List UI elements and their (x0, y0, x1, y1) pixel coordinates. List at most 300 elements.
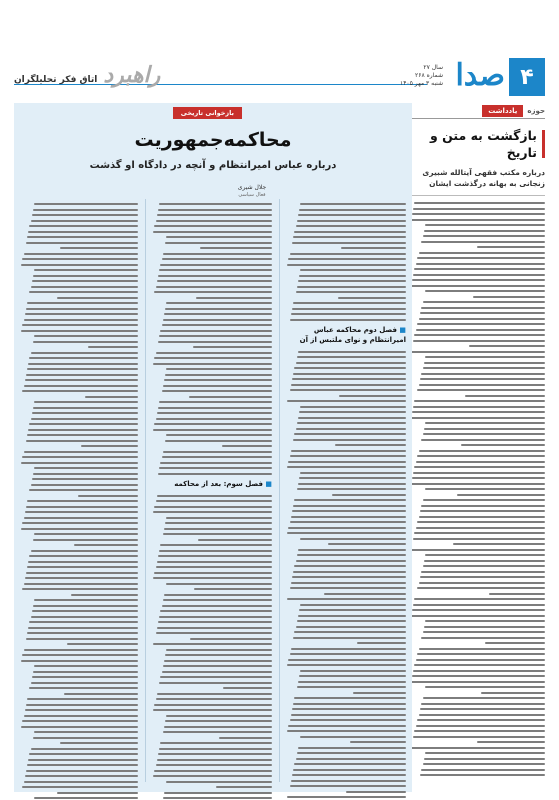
text-line (163, 385, 272, 387)
text-line (410, 747, 545, 749)
text-line (421, 307, 545, 309)
text-line (292, 242, 406, 244)
text-line (29, 687, 138, 689)
text-line (298, 615, 406, 617)
text-line (34, 797, 138, 799)
text-line (294, 499, 406, 501)
text-line (300, 670, 406, 672)
text-line (297, 286, 406, 288)
text-line (156, 500, 272, 502)
text-line (417, 323, 545, 325)
text-line (300, 604, 406, 606)
byline (222, 184, 282, 199)
text-line (296, 362, 406, 364)
text-line (353, 692, 406, 694)
text-line (26, 440, 138, 442)
text-line (154, 572, 272, 574)
text-line (154, 291, 272, 293)
text-line (414, 268, 545, 270)
text-line (27, 500, 138, 502)
text-line (163, 797, 272, 799)
text-line (328, 543, 406, 545)
text-line (294, 231, 406, 233)
article-text (20, 203, 138, 800)
sidebar-category: حوزه (527, 106, 545, 115)
text-line (417, 653, 545, 655)
article-text (286, 351, 406, 800)
text-line (297, 554, 406, 556)
text-line (156, 632, 272, 634)
text-line (341, 247, 406, 249)
text-line (287, 264, 406, 266)
text-line (293, 505, 406, 507)
text-line (153, 709, 272, 711)
text-line (290, 389, 406, 391)
text-line (413, 538, 545, 540)
text-line (350, 741, 406, 743)
text-line (469, 345, 545, 347)
text-line (32, 280, 138, 282)
text-line (165, 720, 272, 722)
text-line (34, 467, 138, 469)
text-line (158, 753, 272, 755)
text-line (33, 275, 138, 277)
text-line (419, 318, 545, 320)
text-line (198, 539, 272, 541)
text-line (293, 571, 406, 573)
text-line (417, 389, 545, 391)
text-line (410, 681, 545, 683)
text-line (25, 709, 138, 711)
text-line (160, 330, 272, 332)
text-line (28, 231, 138, 233)
text-line (416, 725, 545, 727)
text-line (298, 351, 406, 353)
text-line (165, 522, 272, 524)
text-line (216, 786, 272, 788)
text-line (300, 736, 406, 738)
text-line (414, 334, 545, 336)
text-line (297, 752, 406, 754)
text-line (413, 274, 545, 276)
text-line (219, 737, 272, 739)
text-line (423, 301, 545, 303)
text-line (421, 769, 545, 771)
text-line (67, 643, 138, 645)
text-line (419, 582, 545, 584)
text-line (293, 236, 406, 238)
text-line (423, 235, 545, 237)
text-line (28, 627, 138, 629)
text-line (166, 434, 272, 436)
text-line (159, 335, 272, 337)
text-line (292, 510, 406, 512)
text-line (31, 286, 138, 288)
text-line (158, 209, 272, 211)
text-line (32, 478, 138, 480)
sidebar-body-text (409, 202, 545, 776)
article-text (286, 203, 406, 321)
text-line (154, 357, 272, 359)
text-line (421, 439, 545, 441)
text-line (22, 786, 138, 788)
text-line (165, 654, 272, 656)
sidebar-header (409, 103, 545, 119)
text-line (425, 224, 545, 226)
text-line (26, 242, 138, 244)
text-line (298, 483, 406, 485)
text-line (346, 791, 406, 793)
text-line (27, 632, 138, 634)
text-line (159, 616, 272, 618)
text-line (413, 736, 545, 738)
text-line (57, 297, 138, 299)
text-line (200, 247, 272, 249)
text-line (166, 649, 272, 651)
author-name: جلال شیری (237, 184, 267, 191)
text-line (419, 516, 545, 518)
text-line (25, 379, 138, 381)
newspaper-logo: صدا (455, 58, 505, 93)
text-line (164, 594, 272, 596)
text-line (29, 489, 138, 491)
text-line (159, 203, 272, 205)
text-line (489, 593, 545, 595)
text-line (157, 693, 272, 695)
text-line (287, 730, 406, 732)
text-line (287, 400, 406, 402)
text-line (416, 329, 545, 331)
text-line (164, 313, 272, 315)
text-line (25, 775, 138, 777)
text-line (424, 560, 545, 562)
text-line (26, 374, 138, 376)
sidebar-tag: یادداشت (482, 105, 523, 117)
text-line (31, 484, 138, 486)
text-line (298, 280, 406, 282)
masthead (14, 58, 545, 96)
text-line (423, 565, 545, 567)
article-subhead: ■ فصل سوم: بعد از محاکمه (152, 479, 272, 489)
text-line (425, 290, 545, 292)
text-line (194, 588, 272, 590)
text-line (290, 653, 406, 655)
section-title (14, 62, 160, 88)
text-line (60, 247, 138, 249)
text-line (473, 296, 545, 298)
text-line (477, 741, 545, 743)
issue-date: شنبه ۳ مهر ۱۴۰۵ (399, 80, 443, 87)
text-line (300, 269, 406, 271)
text-line (156, 764, 272, 766)
text-line (294, 367, 406, 369)
text-line (412, 213, 545, 215)
text-line (425, 422, 545, 424)
text-line (417, 521, 545, 523)
text-line (423, 697, 545, 699)
text-line (166, 236, 272, 238)
text-line (24, 385, 138, 387)
text-line (417, 257, 545, 259)
text-line (420, 312, 545, 314)
text-line (22, 390, 138, 392)
feature-kicker: بازخوانی تاریخی (173, 107, 242, 119)
text-line (29, 423, 138, 425)
text-line (298, 681, 406, 683)
article-text (152, 203, 272, 475)
text-line (31, 616, 138, 618)
text-line (33, 671, 138, 673)
text-line (410, 549, 545, 551)
text-line (420, 510, 545, 512)
text-line (290, 455, 406, 457)
text-line (31, 550, 138, 552)
text-line (26, 572, 138, 574)
text-line (287, 598, 406, 600)
text-line (157, 280, 272, 282)
text-line (419, 252, 545, 254)
text-line (423, 433, 545, 435)
text-line (163, 731, 272, 733)
text-line (296, 428, 406, 430)
feature-headline: محاکمه‌جمهوریت (134, 129, 292, 151)
text-line (33, 605, 138, 607)
text-line (421, 571, 545, 573)
text-line (163, 665, 272, 667)
text-line (335, 444, 406, 446)
text-line (21, 330, 138, 332)
text-line (159, 550, 272, 552)
text-line (298, 417, 406, 419)
text-line (160, 264, 272, 266)
text-line (153, 643, 272, 645)
text-line (34, 665, 138, 667)
text-line (290, 253, 406, 255)
text-line (166, 517, 272, 519)
text-line (162, 605, 272, 607)
text-line (24, 517, 138, 519)
text-line (287, 532, 406, 534)
text-line (25, 313, 138, 315)
article-text (152, 495, 272, 800)
text-line (423, 763, 545, 765)
text-line (292, 378, 406, 380)
text-line (157, 759, 272, 761)
text-line (416, 659, 545, 661)
sidebar-subtitle: درباره مکتب فقهی آیتالله شبیری زنجانی به بهانه درگذشت ایشان (422, 168, 545, 188)
text-line (34, 533, 138, 535)
text-line (300, 472, 406, 474)
text-line (163, 533, 272, 535)
text-line (294, 565, 406, 567)
text-line (24, 715, 138, 717)
text-line (465, 395, 545, 397)
text-line (27, 764, 138, 766)
text-line (288, 258, 406, 260)
text-line (287, 466, 406, 468)
text-line (29, 753, 138, 755)
text-line (163, 451, 272, 453)
text-line (26, 638, 138, 640)
text-line (29, 291, 138, 293)
text-line (297, 220, 406, 222)
text-line (22, 654, 138, 656)
text-line (57, 792, 138, 794)
text-line (71, 594, 138, 596)
text-line (33, 341, 138, 343)
text-line (300, 203, 406, 205)
text-line (412, 477, 545, 479)
text-line (78, 495, 138, 497)
text-line (26, 308, 138, 310)
issue-info (400, 64, 443, 88)
text-line (291, 516, 406, 518)
text-line (410, 285, 545, 287)
text-line (424, 428, 545, 430)
text-line (31, 352, 138, 354)
text-line (453, 543, 545, 545)
text-line (299, 209, 406, 211)
text-line (413, 670, 545, 672)
text-line (32, 412, 138, 414)
article-column-1 (286, 203, 406, 782)
text-line (21, 528, 138, 530)
text-line (190, 638, 272, 640)
text-line (419, 714, 545, 716)
text-line (294, 763, 406, 765)
text-line (297, 686, 406, 688)
text-line (297, 356, 406, 358)
text-line (294, 631, 406, 633)
text-line (25, 577, 138, 579)
text-line (156, 220, 272, 222)
text-line (156, 566, 272, 568)
text-line (164, 660, 272, 662)
text-line (423, 367, 545, 369)
text-line (414, 532, 545, 534)
text-line (290, 319, 406, 321)
text-line (166, 302, 272, 304)
text-line (457, 494, 545, 496)
text-line (31, 220, 138, 222)
text-line (74, 544, 138, 546)
text-line (414, 598, 545, 600)
text-line (424, 362, 545, 364)
text-line (164, 792, 272, 794)
text-line (193, 346, 272, 348)
text-line (290, 521, 406, 523)
text-line (158, 555, 272, 557)
text-line (410, 483, 545, 485)
text-line (288, 725, 406, 727)
text-line (299, 275, 406, 277)
feature-deck: درباره عباس امیرانتظام و آنچه در دادگاه او گذشت (89, 160, 337, 171)
text-line (297, 488, 406, 490)
text-line (60, 742, 138, 744)
sidebar-divider (409, 195, 545, 196)
article-column-2 (152, 203, 272, 782)
text-line (417, 587, 545, 589)
text-line (88, 346, 138, 348)
text-line (423, 499, 545, 501)
text-line (28, 561, 138, 563)
issue-number: شماره ۲۶۸ (415, 72, 443, 79)
text-line (477, 246, 545, 248)
text-line (412, 279, 545, 281)
text-line (158, 341, 272, 343)
text-line (153, 429, 272, 431)
text-line (165, 440, 272, 442)
text-line (424, 626, 545, 628)
text-line (293, 637, 406, 639)
page-number: ۴ (509, 58, 545, 96)
text-line (413, 208, 545, 210)
text-line (162, 671, 272, 673)
text-line (292, 576, 406, 578)
text-line (28, 363, 138, 365)
text-line (293, 439, 406, 441)
text-line (27, 236, 138, 238)
text-line (153, 577, 272, 579)
issue-year: سال ۲۷ (423, 64, 443, 71)
text-line (296, 758, 406, 760)
text-line (291, 450, 406, 452)
text-line (33, 539, 138, 541)
text-line (292, 774, 406, 776)
text-line (291, 582, 406, 584)
text-line (162, 258, 272, 260)
text-line (22, 588, 138, 590)
text-line (299, 675, 406, 677)
text-line (164, 379, 272, 381)
text-line (29, 621, 138, 623)
text-line (166, 715, 272, 717)
text-line (481, 692, 545, 694)
text-line (419, 648, 545, 650)
text-line (160, 544, 272, 546)
text-line (26, 704, 138, 706)
text-line (33, 473, 138, 475)
text-line (293, 769, 406, 771)
text-line (416, 461, 545, 463)
text-line (287, 796, 406, 798)
text-line (157, 495, 272, 497)
text-line (156, 418, 272, 420)
text-line (21, 726, 138, 728)
text-line (290, 785, 406, 787)
text-line (298, 214, 406, 216)
text-line (165, 242, 272, 244)
text-line (413, 406, 545, 408)
text-line (33, 407, 138, 409)
text-line (166, 368, 272, 370)
text-line (166, 583, 272, 585)
text-line (425, 686, 545, 688)
text-line (34, 599, 138, 601)
text-line (27, 302, 138, 304)
text-line (26, 506, 138, 508)
text-line (25, 511, 138, 513)
text-line (410, 615, 545, 617)
text-line (290, 719, 406, 721)
text-line (160, 610, 272, 612)
text-line (153, 231, 272, 233)
text-line (156, 286, 272, 288)
text-line (22, 456, 138, 458)
text-line (296, 291, 406, 293)
text-line (22, 258, 138, 260)
text-line (414, 664, 545, 666)
